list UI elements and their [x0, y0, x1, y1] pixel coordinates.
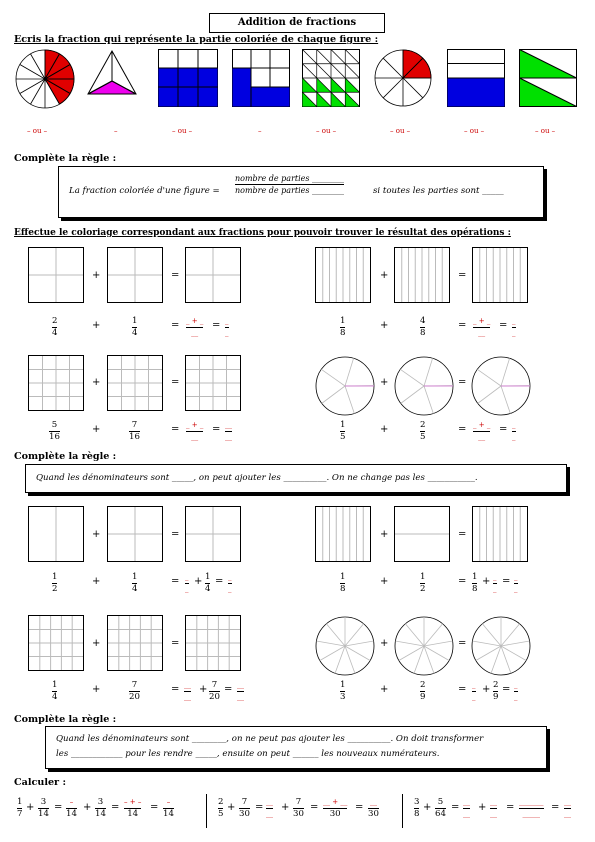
circle-9-b[interactable]	[393, 615, 455, 677]
rule3-heading: Complète la règle :	[14, 714, 117, 725]
rule1-numerator[interactable]: nombre de parties ________	[235, 174, 345, 183]
result-blank[interactable]: _ + _ __	[473, 317, 491, 337]
equals-sign: =	[171, 270, 180, 281]
figure-rect-blue	[447, 49, 505, 107]
rule2-box	[25, 464, 567, 493]
result-simplified-blank[interactable]: _ _	[512, 317, 516, 337]
circle-5-b[interactable]	[393, 355, 455, 417]
figure-circle-8	[373, 48, 433, 108]
rule2-text[interactable]: Quand les dénominateurs sont _____, on peut ajouter les __________. On ne change pas les ___________.	[36, 473, 478, 483]
grid-4x4-a[interactable]	[28, 355, 84, 411]
converted-blank[interactable]: _ _	[493, 573, 497, 593]
converted-blank[interactable]: _ _	[472, 681, 476, 701]
rule1-heading: Complète la règle :	[14, 153, 117, 164]
circle-5-a[interactable]	[314, 355, 376, 417]
calcul-heading: Calculer :	[14, 777, 66, 788]
calc1-c: 3 14	[95, 797, 106, 819]
calc3-blank4[interactable]: __ __	[564, 798, 571, 818]
fraction-1-8-result: 1 8	[472, 572, 478, 594]
grid-4x5-a[interactable]	[28, 615, 84, 671]
circle-5-result[interactable]	[470, 355, 532, 417]
answer-1[interactable]: – ou –	[27, 127, 48, 135]
result-simplified-blank[interactable]: __ __	[225, 421, 232, 441]
result-simplified-blank[interactable]: _ _	[512, 421, 516, 441]
fraction-1-3: 1 3	[340, 680, 346, 702]
calc2-blank2[interactable]: __ + __ 30	[323, 798, 348, 819]
result-blank[interactable]: _ _	[514, 573, 518, 593]
calc1-a: 1 7	[17, 797, 23, 819]
answer-3[interactable]: – ou –	[172, 127, 193, 135]
fraction-1-4: 1 4	[52, 680, 58, 702]
circle-9-a[interactable]	[314, 615, 376, 677]
grid-2x2-a[interactable]	[28, 247, 84, 303]
rule3-line2[interactable]: les ____________ pour les rendre _____, ensuite on peut ______ les nouveaux numérateurs.	[56, 749, 440, 759]
fraction-7-16: 7 16	[129, 420, 140, 442]
fraction-2-9-result: 2 9	[493, 680, 499, 702]
grid-2x2-result[interactable]	[185, 247, 241, 303]
answer-2[interactable]: –	[114, 127, 118, 135]
result-blank[interactable]: _ _	[514, 681, 518, 701]
grid-1x8-result-c[interactable]	[472, 506, 528, 562]
figure-triangle	[86, 49, 138, 97]
rule2-heading: Complète la règle :	[14, 451, 117, 462]
converted-blank[interactable]: _ _	[185, 573, 189, 593]
rule1-suffix[interactable]: si toutes les parties sont _____	[373, 186, 504, 196]
grid-2x2-c[interactable]	[107, 506, 163, 562]
rule3-box	[45, 726, 547, 769]
fraction-1-2: 1 2	[420, 572, 426, 594]
calc3-blank1[interactable]: __ __	[463, 798, 470, 818]
figure-square-green-diagonals	[519, 49, 577, 107]
result-blank[interactable]: _ + _ __	[186, 317, 204, 337]
fraction-7-20-result: 7 20	[209, 680, 220, 702]
fraction-1-8: 1 8	[340, 572, 346, 594]
grid-1x2-a[interactable]	[28, 506, 84, 562]
grid-1x8-b[interactable]	[394, 247, 450, 303]
rule1-box	[58, 166, 544, 218]
answer-7[interactable]: – ou –	[464, 127, 485, 135]
fraction-2-4: 2 4	[52, 316, 58, 338]
calc2-blank3[interactable]: __ 30	[368, 798, 379, 819]
section1-heading: Ecris la fraction qui représente la partie coloriée de chaque figure :	[14, 34, 379, 45]
rule1-denominator[interactable]: nombre de parties ________	[235, 186, 345, 195]
answer-4[interactable]: –	[258, 127, 262, 135]
calc3-b: 5 64	[435, 797, 446, 819]
result-blank[interactable]: _ _	[228, 573, 232, 593]
answer-5[interactable]: – ou –	[316, 127, 337, 135]
figure-square-blue-l	[232, 49, 290, 107]
fraction-7-20: 7 20	[129, 680, 140, 702]
fraction-2-9: 2 9	[420, 680, 426, 702]
calc1-blank1[interactable]: – 14	[66, 798, 77, 819]
calc3-a: 3 8	[414, 797, 420, 819]
section2-heading: Effectue le coloriage correspondant aux fractions pour pouvoir trouver le résultat des opérations :	[14, 228, 511, 238]
rule1-prefix: La fraction coloriée d'une figure =	[69, 186, 220, 196]
calc1-b: 3 14	[38, 797, 49, 819]
figure-square-blue-half	[158, 49, 218, 107]
figure-square-green-triangles	[302, 49, 360, 107]
grid-4x4-result[interactable]	[185, 355, 241, 411]
circle-9-result[interactable]	[470, 615, 532, 677]
fraction-1-4-result: 1 4	[205, 572, 211, 594]
result-simplified-blank[interactable]: _ _	[225, 317, 229, 337]
fraction-1-5: 1 5	[340, 420, 346, 442]
page-title: Addition de fractions	[209, 13, 385, 33]
grid-2x2-result-c[interactable]	[185, 506, 241, 562]
fraction-4-8: 4 8	[420, 316, 426, 338]
calc2-a: 2 5	[218, 797, 224, 819]
calc2-b: 7 30	[239, 797, 250, 819]
converted-blank[interactable]: __ __	[184, 681, 191, 701]
result-blank[interactable]: _ + _ __	[186, 421, 204, 441]
fraction-2-5: 2 5	[420, 420, 426, 442]
calc2-blank1[interactable]: __ __	[266, 798, 273, 818]
grid-1x8-result[interactable]	[472, 247, 528, 303]
fraction-1-8: 1 8	[340, 316, 346, 338]
fraction-1-4: 1 4	[132, 316, 138, 338]
figure-circle-12	[14, 48, 76, 110]
fraction-1-2: 1 2	[52, 572, 58, 594]
rule3-line1[interactable]: Quand les dénominateurs sont ________, on ne peut pas ajouter les __________. On doit transformer	[56, 734, 484, 744]
grid-4x5-b[interactable]	[107, 615, 163, 671]
answer-8[interactable]: – ou –	[535, 127, 556, 135]
answer-6[interactable]: – ou –	[390, 127, 411, 135]
result-blank[interactable]: _ + _ __	[473, 421, 491, 441]
grid-1x2-b[interactable]	[394, 506, 450, 562]
grid-1x8-a[interactable]	[315, 247, 371, 303]
calc3-blank3[interactable]: _______ _____	[519, 798, 544, 818]
fraction-5-16: 5 16	[49, 420, 60, 442]
grid-2x2-b[interactable]	[107, 247, 163, 303]
result-blank[interactable]: __ __	[237, 681, 244, 701]
plus-sign: +	[92, 270, 101, 281]
calc3-blank2[interactable]: __ __	[490, 798, 497, 818]
calc1-blank2[interactable]: – + – 14	[124, 798, 142, 819]
grid-1x8-c[interactable]	[315, 506, 371, 562]
calc1-blank3[interactable]: – 14	[163, 798, 174, 819]
grid-4x5-result[interactable]	[185, 615, 241, 671]
grid-4x4-b[interactable]	[107, 355, 163, 411]
calc2-c: 7 30	[293, 797, 304, 819]
fraction-1-4: 1 4	[132, 572, 138, 594]
